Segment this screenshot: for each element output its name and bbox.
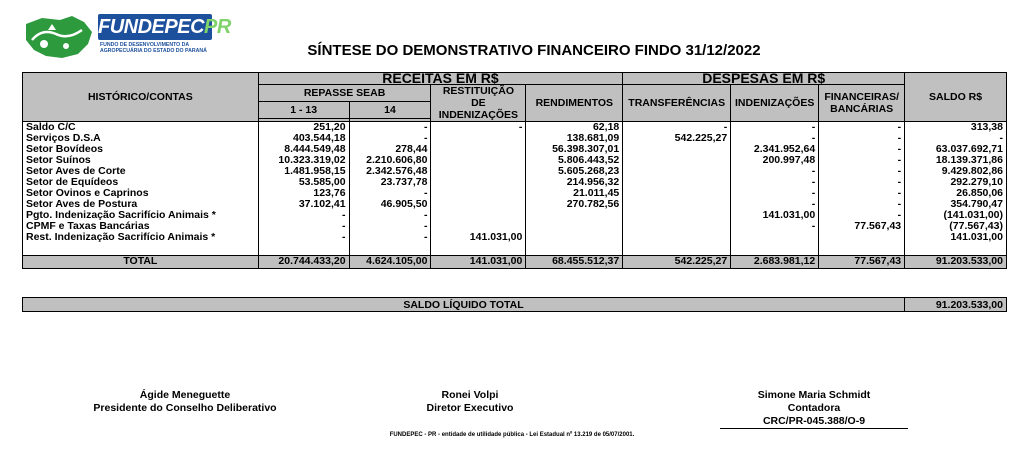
row-value (623, 155, 731, 166)
row-value: 18.139.371,86 (905, 155, 1007, 166)
row-value (526, 210, 623, 221)
row-value: 21.011,45 (526, 188, 623, 199)
row-value: - (819, 177, 905, 188)
row-value: 141.031,00 (905, 232, 1007, 243)
row-value: - (349, 232, 431, 243)
row-value: - (623, 122, 731, 134)
row-value: 251,20 (258, 122, 349, 134)
total-value: 20.744.433,20 (258, 255, 349, 268)
signature-name: Ágide Meneguette (139, 389, 231, 401)
row-value: - (731, 188, 819, 199)
signature-name: Ronei Volpi (441, 389, 499, 401)
row-label: Pgto. Indenização Sacrifício Animais * (23, 210, 259, 221)
row-value: 542.225,27 (623, 133, 731, 144)
row-label: Setor Aves de Corte (23, 166, 259, 177)
row-value: - (731, 133, 819, 144)
row-value (819, 232, 905, 243)
row-value (349, 243, 431, 255)
header-financeiras: FINANCEIRAS/ BANCÁRIAS (819, 85, 905, 122)
header-rendimentos: RENDIMENTOS (526, 85, 623, 122)
header-repasse: REPASSE SEAB (258, 85, 431, 102)
row-label: Setor Ovinos e Caprinos (23, 188, 259, 199)
signature-director (400, 389, 540, 415)
row-label: Serviços D.S.A (23, 133, 259, 144)
row-value (623, 144, 731, 155)
row-value (623, 243, 731, 255)
row-value: - (349, 210, 431, 221)
row-value (526, 232, 623, 243)
header-repasse-14: 14 (349, 102, 431, 119)
row-value: 62,18 (526, 122, 623, 134)
row-value (431, 155, 526, 166)
total-value: 68.455.512,37 (526, 255, 623, 268)
total-value: 2.683.981,12 (731, 255, 819, 268)
row-value: 313,38 (905, 122, 1007, 134)
row-value: - (905, 133, 1007, 144)
row-label: CPMF e Taxas Bancárias (23, 221, 259, 232)
row-value: - (349, 188, 431, 199)
table-row (23, 144, 1007, 155)
row-value: 77.567,43 (819, 221, 905, 232)
row-value: - (731, 166, 819, 177)
header-despesas: DESPESAS EM R$ (623, 73, 905, 85)
row-value: 2.342.576,48 (349, 166, 431, 177)
row-value: 8.444.549,48 (258, 144, 349, 155)
row-label: Setor Aves de Postura (23, 199, 259, 210)
row-value: 2.341.952,64 (731, 144, 819, 155)
row-value: - (431, 122, 526, 134)
total-label: TOTAL (23, 255, 259, 268)
signature-role: Presidente do Conselho Deliberativo (93, 402, 277, 414)
row-value: 123,76 (258, 188, 349, 199)
row-value: 141.031,00 (731, 210, 819, 221)
header-saldo: SALDO R$ (905, 73, 1007, 122)
header-restituicao: RESTITUIÇÃO DE INDENIZAÇÕES (431, 85, 526, 122)
row-value: - (819, 166, 905, 177)
row-label: Setor Suínos (23, 155, 259, 166)
row-value: - (731, 221, 819, 232)
row-value: 354.790,47 (905, 199, 1007, 210)
row-value: - (349, 122, 431, 134)
page-title: SÍNTESE DO DEMONSTRATIVO FINANCEIRO FINDO 31/12/2022 (307, 42, 761, 59)
row-value: - (258, 221, 349, 232)
row-value (731, 243, 819, 255)
row-value: 9.429.802,86 (905, 166, 1007, 177)
row-value: 1.481.958,15 (258, 166, 349, 177)
signature-name: Simone Maria Schmidt (757, 389, 871, 401)
table-row (23, 177, 1007, 188)
row-value: - (258, 210, 349, 221)
row-value: 63.037.692,71 (905, 144, 1007, 155)
signature-accountant (720, 389, 908, 428)
row-value (431, 133, 526, 144)
row-value (623, 210, 731, 221)
total-row (23, 255, 1007, 268)
row-value: (141.031,00) (905, 210, 1007, 221)
row-value: 53.585,00 (258, 177, 349, 188)
logo-suffix: PR (204, 16, 231, 38)
row-value: 46.905,50 (349, 199, 431, 210)
row-value: 278,44 (349, 144, 431, 155)
row-value (623, 177, 731, 188)
signature-president (90, 389, 280, 415)
row-value: - (819, 188, 905, 199)
total-value: 4.624.105,00 (349, 255, 431, 268)
row-value (905, 243, 1007, 255)
row-value (623, 166, 731, 177)
row-value: 56.398.307,01 (526, 144, 623, 155)
saldo-liquido-label: SALDO LÍQUIDO TOTAL (23, 298, 905, 312)
row-value: - (819, 210, 905, 221)
row-value: 2.210.606,80 (349, 155, 431, 166)
row-value (431, 177, 526, 188)
row-value: 270.782,56 (526, 199, 623, 210)
total-value: 542.225,27 (623, 255, 731, 268)
row-value: 37.102,41 (258, 199, 349, 210)
row-value: - (819, 155, 905, 166)
row-value: - (731, 177, 819, 188)
row-value: - (819, 133, 905, 144)
row-value (431, 199, 526, 210)
row-value (819, 243, 905, 255)
table-row (23, 133, 1007, 144)
row-label: Rest. Indenização Sacrifício Animais * (23, 232, 259, 243)
signature-extra: CRC/PR-045.388/O-9 (762, 415, 866, 427)
row-label: Setor de Equídeos (23, 177, 259, 188)
row-value: 141.031,00 (431, 232, 526, 243)
header-historico: HISTÓRICO/CONTAS (23, 73, 259, 122)
row-value: - (349, 133, 431, 144)
row-value (431, 210, 526, 221)
saldo-liquido-table (22, 297, 1007, 312)
row-value (623, 188, 731, 199)
row-value: - (819, 199, 905, 210)
row-value: - (349, 221, 431, 232)
row-value: - (731, 122, 819, 134)
row-value: - (258, 232, 349, 243)
logo-name: FUNDEPEC (98, 16, 205, 38)
row-value: 26.850,06 (905, 188, 1007, 199)
header-repasse-1-13: 1 - 13 (258, 102, 349, 119)
row-value: 5.605.268,23 (526, 166, 623, 177)
signature-role: Contadora (787, 402, 841, 414)
row-value: (77.567,43) (905, 221, 1007, 232)
row-label (23, 243, 259, 255)
row-value (431, 188, 526, 199)
header-receitas: RECEITAS EM R$ (258, 73, 623, 85)
row-value: 214.956,32 (526, 177, 623, 188)
table-row (23, 188, 1007, 199)
financial-table (22, 72, 1007, 269)
table-row (23, 243, 1007, 255)
row-value (623, 232, 731, 243)
row-value (526, 243, 623, 255)
footer-note: FUNDEPEC - PR - entidade de utilidade pública - Lei Estadual nº 13.219 de 05/07/2001. (389, 432, 635, 438)
row-label: Setor Bovídeos (23, 144, 259, 155)
row-value: 138.681,09 (526, 133, 623, 144)
table-row (23, 166, 1007, 177)
signature-role: Diretor Executivo (426, 402, 514, 414)
row-value (258, 243, 349, 255)
row-value: 403.544,18 (258, 133, 349, 144)
row-value: 292.279,10 (905, 177, 1007, 188)
row-value: - (819, 144, 905, 155)
row-value: 10.323.319,02 (258, 155, 349, 166)
table-row (23, 122, 1007, 134)
row-value (431, 243, 526, 255)
row-value (623, 221, 731, 232)
row-value: 200.997,48 (731, 155, 819, 166)
header-transferencias: TRANSFERÊNCIAS (623, 85, 731, 122)
total-value: 141.031,00 (431, 255, 526, 268)
row-value (731, 232, 819, 243)
total-value: 91.203.533,00 (905, 255, 1007, 268)
row-value: 5.806.443,52 (526, 155, 623, 166)
table-row (23, 232, 1007, 243)
header-indenizacoes: INDENIZAÇÕES (731, 85, 819, 122)
total-value: 77.567,43 (819, 255, 905, 268)
signature-underline (720, 428, 908, 429)
row-value (526, 221, 623, 232)
row-value (623, 199, 731, 210)
table-row (23, 155, 1007, 166)
row-value: - (819, 122, 905, 134)
row-value (431, 166, 526, 177)
logo-subtitle: FUNDO DE DESENVOLVIMENTO DA AGROPECUÁRIA DO ESTADO DO PARANÁ (100, 42, 207, 54)
row-value (431, 144, 526, 155)
row-value: - (731, 199, 819, 210)
row-label: Saldo C/C (23, 122, 259, 134)
row-value: 23.737,78 (349, 177, 431, 188)
saldo-liquido-value: 91.203.533,00 (905, 298, 1007, 312)
